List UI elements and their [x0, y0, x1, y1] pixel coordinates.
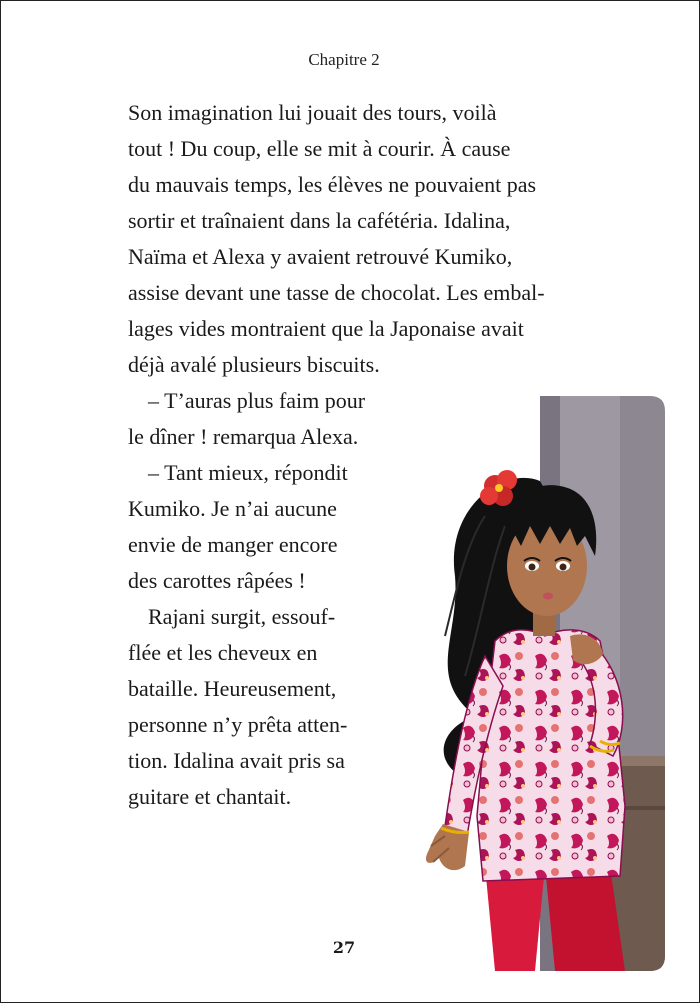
text-line: personne n’y prêta atten-	[128, 712, 348, 737]
text-line: sortir et traînaient dans la cafétéria. Idalina,	[128, 208, 511, 233]
text-line: guitare et chantait.	[128, 784, 292, 809]
text-line: des carottes râpées !	[128, 568, 306, 593]
flower-icon	[480, 470, 517, 506]
text-line: – T’auras plus faim pour	[148, 388, 366, 413]
text-line: du mauvais temps, les élèves ne pouvaient pas	[128, 172, 537, 197]
text-line: tion. Idalina avait pris sa	[128, 748, 345, 773]
page-number: 27	[332, 938, 356, 957]
text-line: envie de manger encore	[128, 532, 338, 557]
text-line: Rajani surgit, essouf-	[148, 604, 336, 629]
text-line: lages vides montraient que la Japonaise avait	[128, 316, 524, 341]
text-line: le dîner ! remarqua Alexa.	[128, 424, 359, 449]
text-line: Naïma et Alexa y avaient retrouvé Kumiko,	[128, 244, 513, 269]
girl-illustration	[385, 396, 665, 971]
text-line: bataille. Heureusement,	[128, 676, 337, 701]
text-line: – Tant mieux, répondit	[148, 460, 348, 485]
text-line: Son imagination lui jouait des tours, voilà	[128, 100, 497, 125]
text-line: Kumiko. Je n’ai aucune	[128, 496, 337, 521]
text-line: déjà avalé plusieurs biscuits.	[128, 352, 380, 377]
text-line: assise devant une tasse de chocolat. Les embal-	[128, 280, 545, 305]
chapter-heading: Chapitre 2	[308, 50, 380, 69]
text-line: tout ! Du coup, elle se mit à courir. À cause	[128, 136, 511, 161]
text-line: flée et les cheveux en	[128, 640, 318, 665]
